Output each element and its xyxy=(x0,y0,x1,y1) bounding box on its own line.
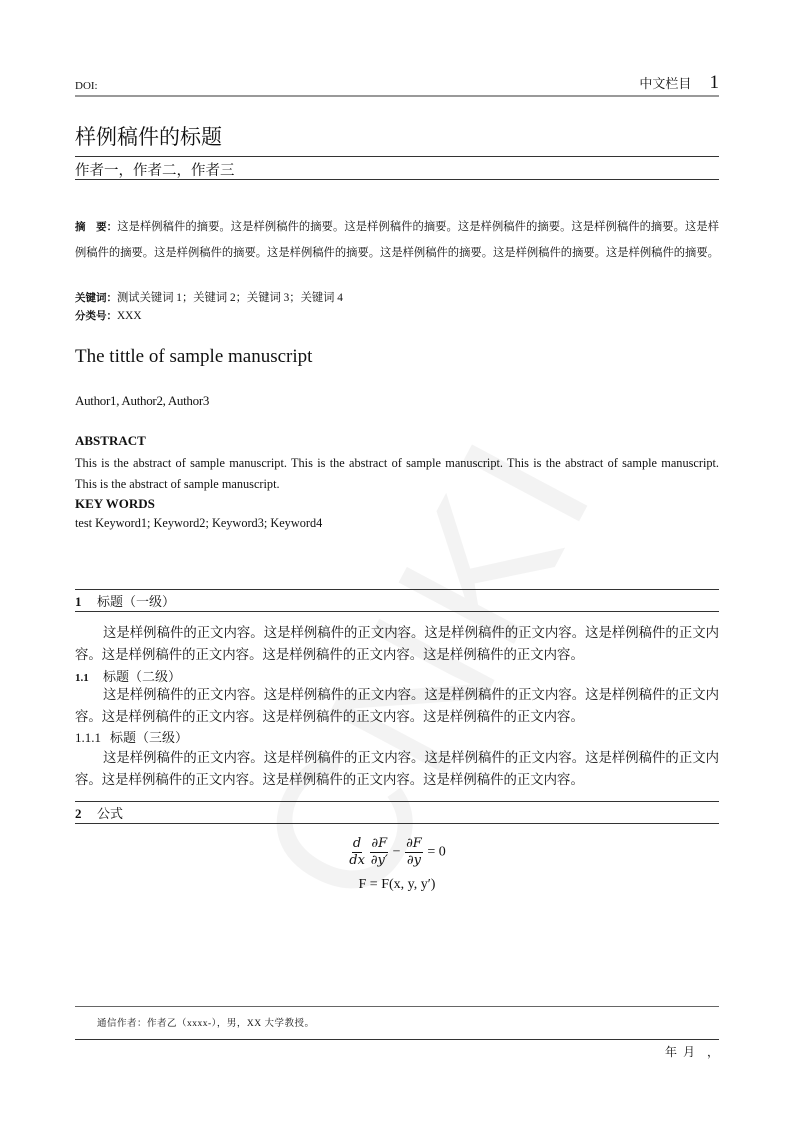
authors-en: Author1, Author2, Author3 xyxy=(75,393,210,408)
equation-2: F = F(x, y, y′) xyxy=(358,877,436,892)
section-number: 1.1.1 xyxy=(75,730,101,745)
section-title: 标题（三级） xyxy=(110,731,189,746)
eq-numerator: d xyxy=(352,836,362,851)
classification-label: 分类号： xyxy=(75,310,117,322)
abstract-zh-label: 摘 要： xyxy=(75,221,118,233)
body-paragraph: 这是样例稿件的正文内容。这是样例稿件的正文内容。这是样例稿件的正文内容。这是样例稿件的正文内容。这是样例稿件的正文内容。这是样例稿件的正文内容。这是样例稿件的正文内容。 xyxy=(75,750,719,787)
abstract-zh xyxy=(75,215,719,266)
header-rule xyxy=(75,95,719,97)
equation-1 xyxy=(75,836,719,869)
page-number: 1 xyxy=(709,72,719,93)
section-number: 2 xyxy=(75,806,82,821)
section-number: 1.1 xyxy=(75,672,89,684)
eq-denominator: dx xyxy=(349,853,365,868)
eq-denominator: ∂y xyxy=(406,853,421,868)
keywords-zh-text: 测试关键词 1；关键词 2；关键词 3；关键词 4 xyxy=(117,292,343,304)
classification-text: XXX xyxy=(117,310,142,322)
eq-rhs: = 0 xyxy=(427,844,446,860)
eq-denominator: ∂y′ xyxy=(370,853,388,868)
eq-minus: − xyxy=(392,844,401,860)
rule xyxy=(75,823,719,824)
keywords-zh xyxy=(75,289,719,325)
body-paragraph: 这是样例稿件的正文内容。这是样例稿件的正文内容。这是样例稿件的正文内容。这是样例稿件的正文内容。这是样例稿件的正文内容。这是样例稿件的正文内容。这是样例稿件的正文内容。 xyxy=(75,687,719,724)
eq-numerator: ∂F xyxy=(371,836,388,851)
column-name: 中文栏目 xyxy=(639,77,692,92)
title-zh: 样例稿件的标题 xyxy=(75,125,222,149)
footer-date: 年 月 ， xyxy=(664,1045,719,1059)
eq-numerator: ∂F xyxy=(406,836,422,851)
abstract-en-text: This is the abstract of sample manuscript. This is the abstract of sample manuscript. This is the abstract of sample manuscript. This is the abstract of sample manuscript. xyxy=(75,456,719,491)
rule xyxy=(75,156,719,157)
section-number: 1 xyxy=(75,594,82,609)
abstract-zh-text: 这是样例稿件的摘要。这是样例稿件的摘要。这是样例稿件的摘要。这是样例稿件的摘要。这是样例稿件的摘要。这是样例稿件的摘要。这是样例稿件的摘要。这是样例稿件的摘要。这是样例稿件的摘要。这是样例稿件的摘要。这是样例稿件的摘要。 xyxy=(75,221,719,259)
rule xyxy=(75,179,719,180)
footer-rule xyxy=(75,1039,719,1040)
footnote: 通信作者：作者乙（xxxx-），男，XX 大学教授。 xyxy=(97,1019,315,1029)
section-1-1-heading xyxy=(75,666,719,685)
abstract-en-label: ABSTRACT xyxy=(75,433,146,448)
keywords-en-text: test Keyword1; Keyword2; Keyword3; Keyword4 xyxy=(75,516,323,530)
section-1-heading xyxy=(75,591,719,610)
footnote-rule xyxy=(75,1006,719,1007)
section-title: 标题（二级） xyxy=(103,670,182,685)
running-header xyxy=(75,72,719,94)
keywords-zh-label: 关键词： xyxy=(75,292,117,304)
rule xyxy=(75,611,719,612)
title-en: The tittle of sample manuscript xyxy=(75,346,313,367)
section-title: 公式 xyxy=(97,807,124,822)
authors-zh: 作者一，作者二，作者三 xyxy=(75,163,235,179)
keywords-en-label: KEY WORDS xyxy=(75,496,155,511)
section-title: 标题（一级） xyxy=(97,595,176,610)
body-paragraph: 这是样例稿件的正文内容。这是样例稿件的正文内容。这是样例稿件的正文内容。这是样例稿件的正文内容。这是样例稿件的正文内容。这是样例稿件的正文内容。这是样例稿件的正文内容。 xyxy=(75,625,719,662)
section-2-heading xyxy=(75,803,719,822)
doi-label: DOI: xyxy=(75,80,98,92)
rule xyxy=(75,801,719,802)
section-1-1-1-heading xyxy=(75,727,719,746)
rule xyxy=(75,589,719,590)
